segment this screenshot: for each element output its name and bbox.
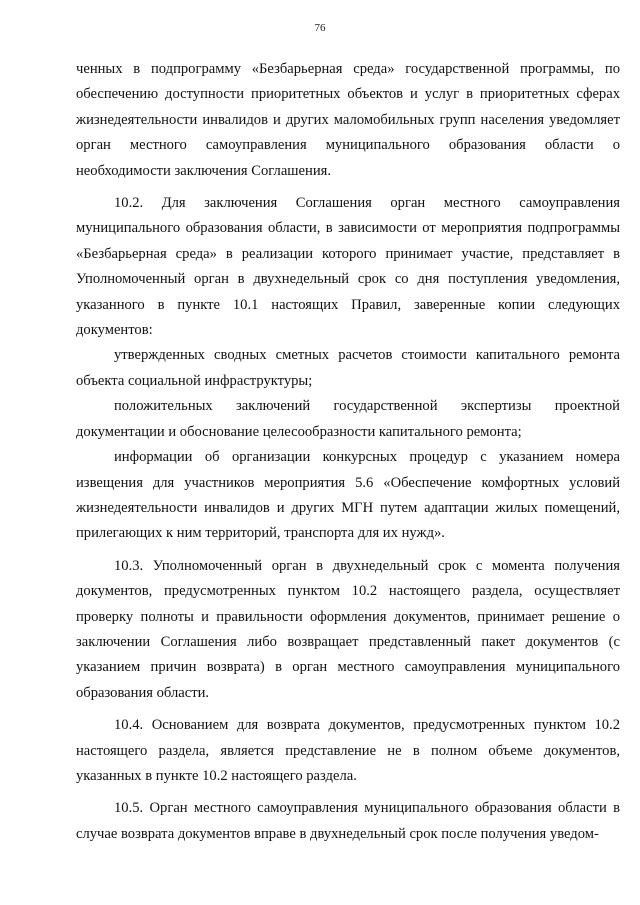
paragraph-continuation: ченных в подпрограмму «Безбарьерная среда» государственной программы, по обеспечению доступности приоритетных объектов и услуг в приоритетных сферах жизнедеятельности инвалидов и других маломобильных групп населения уведомляет орган местного самоуправления муниципального образования области о необходимости заключения Соглашения. — [76, 61, 620, 179]
list-item-procurement: информации об организации конкурсных процедур с указанием номера извещения для участников мероприятия 5.6 «Обеспечение комфортных условий жизнедеятельности инвалидов и других МГН путем адаптации жилых помещений, прилегающих к ним территорий, транспорта для их нужд». — [76, 449, 620, 542]
list-item-expertise: положительных заключений государственной экспертизы проектной документации и обоснование целесообразности капитального ремонта; — [76, 398, 620, 440]
paragraph-10-5: 10.5. Орган местного самоуправления муниципального образования области в случае возврата документов вправе в двухнедельный срок после получения уведом- — [76, 800, 620, 842]
document-body — [76, 57, 620, 847]
page-number: 76 — [314, 22, 326, 34]
paragraph-10-4: 10.4. Основанием для возврата документов, предусмотренных пунктом 10.2 настоящего раздела, является представление не в полном объеме документов, указанных в пункте 10.2 настоящего раздела. — [76, 717, 620, 784]
paragraph-10-2: 10.2. Для заключения Соглашения орган местного самоуправления муниципального образования области, в зависимости от мероприятия подпрограммы «Безбарьерная среда» в реализации которого принимает участие, представляет в Уполномоченный орган в двухнедельный срок со дня поступления уведомления, указанного в пункте 10.1 настоящих Правил, заверенные копии следующих документов: — [76, 195, 620, 339]
paragraph-10-3: 10.3. Уполномоченный орган в двухнедельный срок с момента получения документов, предусмотренных пунктом 10.2 настоящего раздела, осуществляет проверку полноты и правильности оформления документов, принимает решение о заключении Соглашения либо возвращает представленный пакет документов (с указанием причин возврата) в орган местного самоуправления муниципального образования области. — [76, 557, 620, 701]
list-item-estimates: утвержденных сводных сметных расчетов стоимости капитального ремонта объекта социальной инфраструктуры; — [76, 347, 620, 389]
